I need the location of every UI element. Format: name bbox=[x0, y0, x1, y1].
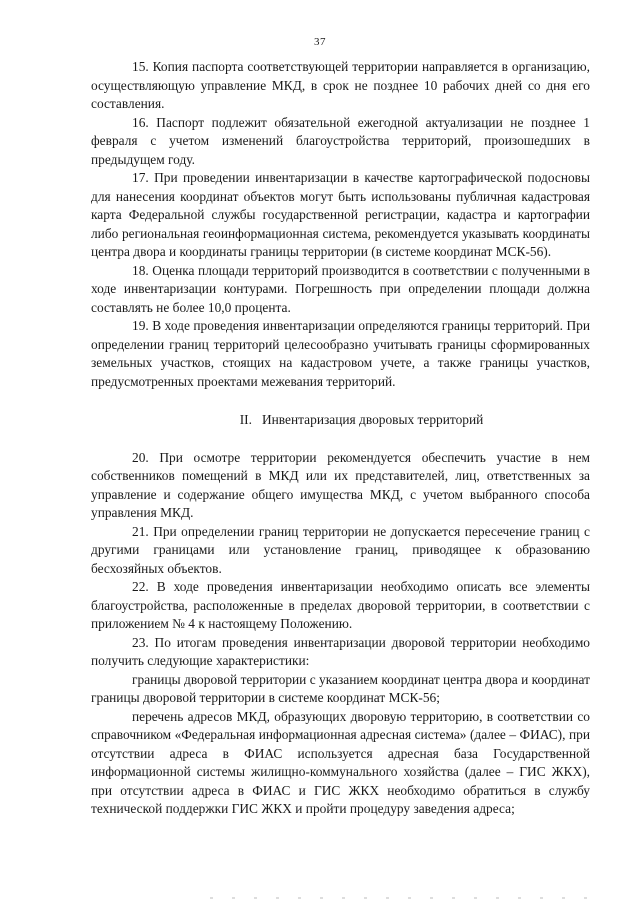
document-body bbox=[91, 58, 590, 819]
section-title: Инвентаризация дворовых территорий bbox=[261, 412, 484, 427]
paragraph-23: 23. По итогам проведения инвентаризации дворовой территории необходимо получить следующие характеристики: bbox=[91, 634, 590, 668]
paragraph-21: 21. При определении границ территории не допускается пересечение границ с другими границами или установление границ, приводящее к образованию бесхозяйных объектов. bbox=[91, 523, 590, 576]
page-number: 37 bbox=[314, 36, 326, 48]
paragraph-15: 15. Копия паспорта соответствующей территории направляется в организацию, осуществляющую управление МКД, в срок не позднее 10 рабочих дней со дня его составления. bbox=[91, 59, 590, 111]
paragraph-19: 19. В ходе проведения инвентаризации определяются границы территорий. При определении границ территорий целесообразно учитывать границы сформированных земельных участков, стоящих на кадастровом учете, а также границы участков, предусмотренных проектами межевания территорий. bbox=[91, 318, 590, 389]
paragraph-23-item-addresses: перечень адресов МКД, образующих дворовую территорию, в соответствии со справочником «Федеральная информационная адресная система» (далее – ФИАС), при отсутствии адреса в ФИАС используется адресная база Государственной информационной системы жилищно-коммунального хозяйства (далее – ГИС ЖКХ), при отсутствии адреса в ФИАС и ГИС ЖКХ необходимо обратиться в службу технической поддержки ГИС ЖКХ и пройти процедуру заведения адреса; bbox=[91, 708, 590, 816]
paragraph-22: 22. В ходе проведения инвентаризации необходимо описать все элементы благоустройства, расположенные в пределах дворовой территории, в соответствии с приложением № 4 к настоящему Положению. bbox=[91, 579, 590, 631]
paragraph-23-item-boundaries: границы дворовой территории с указанием координат центра двора и координат границы дворовой территории в системе координат МСК-56; bbox=[91, 671, 590, 705]
section-number: II. bbox=[239, 412, 252, 427]
paragraph-17: 17. При проведении инвентаризации в качестве картографической подосновы для нанесения координат объектов могут быть использованы публичная кадастровая карта Федеральной службы государственной регистрации, кадастра и картографии либо региональная геоинформационная система, рекомендуется указывать координаты центра двора и координаты границы территории (в системе координат МСК-56). bbox=[91, 170, 590, 259]
paragraph-16: 16. Паспорт подлежит обязательной ежегодной актуализации не позднее 1 февраля с учетом изменений благоустройства территорий, произошедших в предыдущем году. bbox=[91, 114, 590, 167]
section-heading bbox=[91, 411, 590, 430]
scan-artifact-line bbox=[210, 897, 590, 899]
paragraph-20: 20. При осмотре территории рекомендуется обеспечить участие в нем собственников помещений в МКД или их представителей, лиц, ответственных за управление и содержание общего имущества МКД, с учетом выбранного способа управления МКД. bbox=[91, 449, 590, 520]
paragraph-18: 18. Оценка площади территорий производится в соответствии с полученными в ходе инвентаризации контурами. Погрешность при определении площади должна составлять не более 10,0 процента. bbox=[91, 262, 590, 315]
